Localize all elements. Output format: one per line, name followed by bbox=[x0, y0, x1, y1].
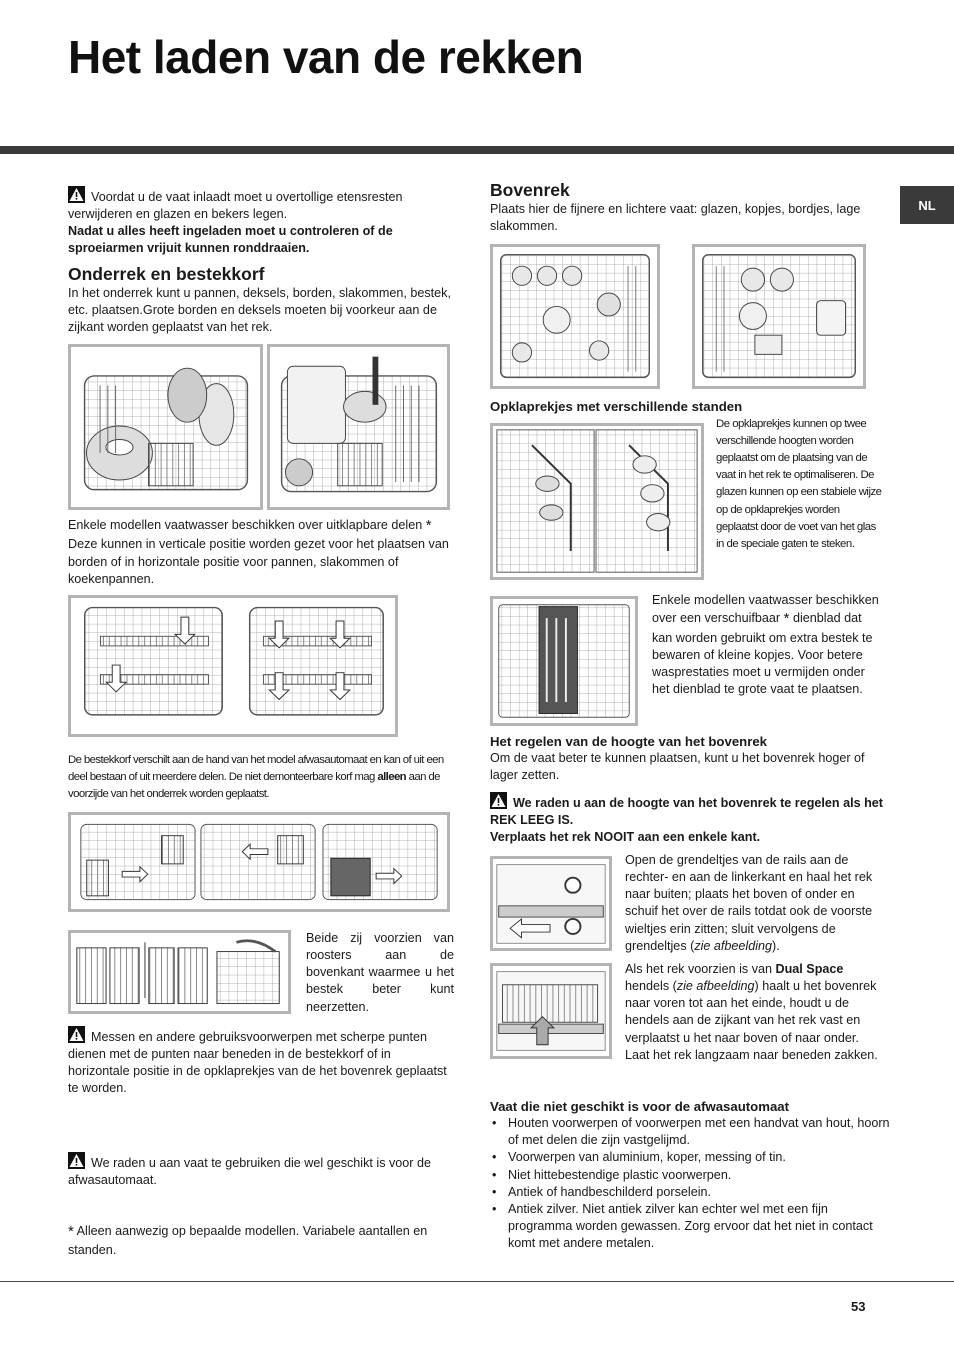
warning-triangle-icon bbox=[68, 186, 85, 203]
knives-warning-text: Messen en andere gebruiksvoorwerpen met scherpe punten dienen met de punten naar beneden in de bestekkorf of in horizontale positie in de opklaprekjes van de het bovenrek geplaatst te worden. bbox=[68, 1030, 447, 1096]
list-item: • Voorwerpen van aluminium, koper, messing of tin. bbox=[490, 1149, 890, 1166]
foldable-text-1: Enkele modellen vaatwasser beschikken over uitklapbare delen bbox=[68, 518, 423, 532]
list-item: • Houten voorwerpen of voorwerpen met een handvat van hout, hoorn of met delen die zijn vastgelijmd. bbox=[490, 1115, 890, 1149]
footnote-text: Alleen aanwezig op bepaalde modellen. Variabele aantallen en standen. bbox=[68, 1224, 428, 1258]
foldable-block bbox=[68, 516, 454, 588]
tray-text-2: dienblad dat kan worden gebruikt om extra bestek te bewaren of kleine kopjes. Voor betere wasprestaties moet u vermijden onder het dienblad te grote vaat te plaatsen. bbox=[652, 611, 873, 696]
tray-text-1: Enkele modellen vaatwasser beschikken over een verschuifbaar bbox=[652, 593, 879, 626]
suitable-warning-text: We raden u aan vaat te gebruiken die wel geschikt is voor de afwasautomaat. bbox=[68, 1156, 432, 1188]
list-item: • Niet hittebestendige plastic voorwerpen. bbox=[490, 1167, 890, 1184]
intro-bold: Nadat u alles heeft ingeladen moet u controleren of de sproeiarmen vrijuit kunnen ronddraaien. bbox=[68, 224, 393, 256]
intro-block bbox=[68, 186, 454, 258]
lower-rack-illustration-2 bbox=[267, 344, 450, 510]
page-number: 53 bbox=[851, 1299, 866, 1314]
upper-rack-illustration-2 bbox=[692, 244, 866, 389]
lower-rack-heading: Onderrek en bestekkorf bbox=[68, 264, 265, 284]
warning-triangle-icon bbox=[68, 1026, 85, 1043]
knives-warning-block bbox=[68, 1026, 454, 1098]
cutlery-basket-positions-illustration bbox=[68, 812, 450, 912]
lower-rack-illustration-1 bbox=[68, 344, 263, 510]
latch-italic: zie afbeelding bbox=[694, 938, 773, 953]
unsuitable-section bbox=[490, 1098, 890, 1252]
list-item: • Antiek of handbeschilderd porselein. bbox=[490, 1184, 890, 1201]
lower-rack-text: In het onderrek kunt u pannen, deksels, borden, slakommen, bestek, etc. plaatsen.Grote borden en deksels moeten bij voorkeur aan de zijkant worden geplaatst van het rek. bbox=[68, 286, 451, 335]
footnote-block bbox=[68, 1222, 454, 1260]
cutlery-tray-illustration bbox=[490, 596, 638, 726]
cutlery-text-2: aan de voorzijde van het onderrek worden geplaatst. bbox=[68, 770, 440, 800]
latch-text-2: ). bbox=[772, 938, 780, 953]
latch-block bbox=[625, 852, 884, 955]
height-text: Om de vaat beter te kunnen plaatsen, kunt u het bovenrek hoger of lager zetten. bbox=[490, 751, 865, 783]
dual-bold: Dual Space bbox=[775, 962, 844, 976]
unsuitable-list bbox=[490, 1115, 890, 1252]
unsuitable-heading: Vaat die niet geschikt is voor de afwasautomaat bbox=[490, 1099, 790, 1114]
bottom-rule bbox=[0, 1281, 954, 1282]
upper-rack-illustration-1 bbox=[490, 244, 660, 389]
title-rule bbox=[0, 146, 954, 154]
flaps-illustration bbox=[490, 423, 704, 580]
footnote-star: * bbox=[425, 517, 432, 534]
dual-italic: zie afbeelding bbox=[676, 979, 755, 994]
flaps-heading: Opklaprekjes met verschillende standen bbox=[490, 399, 743, 414]
footnote-star: * bbox=[783, 610, 790, 628]
upper-rack-text: Plaats hier de fijnere en lichtere vaat: glazen, kopjes, bordjes, lage slakommen. bbox=[490, 202, 861, 234]
cutlery-text-1: De bestekkorf verschilt aan de hand van het model afwasautomaat en kan of uit een deel bestaan of uit meerdere delen. De niet demonteerbare korf mag bbox=[68, 754, 444, 783]
page-title: Het laden van de rekken bbox=[68, 31, 584, 83]
upper-rack-section bbox=[490, 180, 890, 235]
cutlery-basket-block bbox=[68, 752, 454, 803]
height-warning-2: Verplaats het rek NOOIT aan een enkele kant. bbox=[490, 830, 761, 845]
dual-text-1: Als het rek voorzien is van bbox=[625, 962, 772, 976]
dual-text-2: hendels ( bbox=[625, 979, 677, 994]
latch-text-1: Open de grendeltjes van de rails aan de rechter- en aan de linkerkant en haal het rek naar buiten; plaats het boven of onder en schuif het over de rails totdat ook de voorste wieltjes erin zitten; sluit vervolgens de grendeltjes ( bbox=[625, 853, 873, 953]
list-item: • Antiek zilver. Niet antiek zilver kan echter wel met een fijn programma worden gewassen. Zorg ervoor dat het niet in contact komt met andere metalen. bbox=[490, 1201, 890, 1252]
grilles-text: Beide zij voorzien van roosters aan de bovenkant waarmee u het bestek beter kunt neerzetten. bbox=[306, 931, 454, 1014]
dual-text-3: ) haalt u het bovenrek naar voren tot aan het einde, houdt u de hendels aan de zijkant van het rek vast en verplaatst u het naar boven of naar onder. Laat het rek langzaam naar beneden zakken. bbox=[625, 979, 878, 1062]
height-section bbox=[490, 733, 890, 784]
warning-triangle-icon bbox=[490, 792, 507, 809]
warning-triangle-icon bbox=[68, 1152, 85, 1169]
upper-rack-heading: Bovenrek bbox=[490, 180, 570, 200]
dual-space-block bbox=[625, 961, 884, 1064]
flaps-heading-block bbox=[490, 398, 890, 415]
language-tab: NL bbox=[900, 186, 954, 224]
foldable-sections-illustration bbox=[68, 595, 398, 737]
tray-block bbox=[652, 592, 884, 698]
lower-rack-section bbox=[68, 264, 454, 336]
cutlery-grilles-illustration bbox=[68, 930, 291, 1014]
height-warning-block bbox=[490, 792, 890, 846]
flaps-text: De opklaprekjes kunnen op twee verschillende hoogten worden geplaatst om de plaatsing van de vaat in het rek te optimaliseren. De glazen kunnen op een stabiele wijze op de opklaprekjes worden geplaatst door de voet van het glas in de speciale gaten te steken. bbox=[716, 418, 882, 550]
rail-latch-illustration bbox=[490, 856, 612, 951]
height-heading: Het regelen van de hoogte van het bovenrek bbox=[490, 734, 768, 749]
foldable-text-2: Deze kunnen in verticale positie worden gezet voor het plaatsen van borden of in horizontale positie voor pannen, slakommen of koekenpannen. bbox=[68, 537, 449, 586]
height-warning-1: We raden u aan de hoogte van het bovenrek te regelen als het REK LEEG IS. bbox=[490, 796, 883, 828]
cutlery-bold: alleen bbox=[377, 770, 407, 783]
dual-space-illustration bbox=[490, 963, 612, 1059]
footnote-star: * bbox=[68, 1223, 74, 1240]
suitable-warning-block bbox=[68, 1152, 454, 1189]
intro-text: Voordat u de vaat inlaadt moet u overtollige etensresten verwijderen en glazen en bekers legen. bbox=[68, 190, 403, 222]
